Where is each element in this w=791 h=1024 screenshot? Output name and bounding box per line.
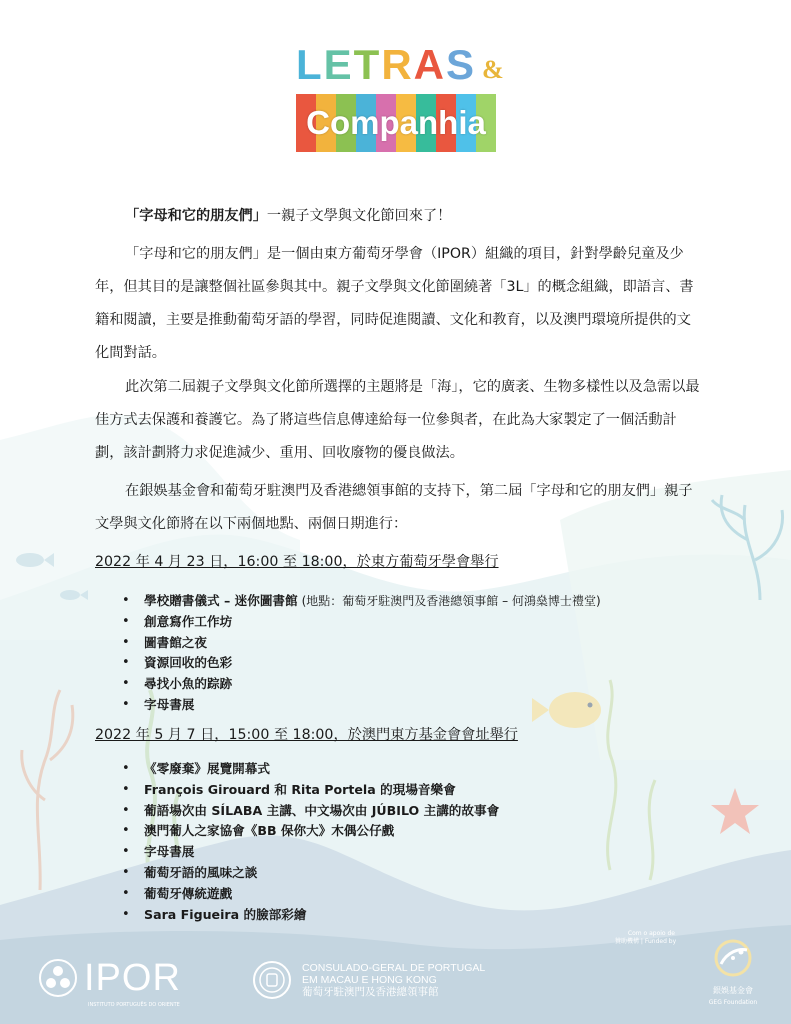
- schedule-2-activity-list: [122, 759, 702, 925]
- activity-item: [122, 780, 702, 801]
- activity-item: [122, 591, 702, 612]
- activity-item: [122, 674, 702, 695]
- activity-label: 葡萄牙傳統遊戲: [144, 885, 233, 901]
- intro-heading-bold: 「字母和它的朋友們」: [125, 208, 267, 224]
- ipor-wordmark: IPOR: [84, 957, 181, 999]
- activity-item: [122, 801, 702, 822]
- schedule-date-2: 2022 年 5 月 7 日，15:00 至 18:00，於澳門東方基金會會址舉行: [95, 727, 518, 743]
- schedule-1-activity-list: [122, 591, 702, 716]
- activity-item: [122, 653, 702, 674]
- activity-label: 字母書展: [144, 844, 195, 860]
- support-line-chinese-english: 贊助機構 | Funded by: [615, 938, 677, 945]
- consulate-name-line-2: EM MACAU E HONG KONG: [302, 974, 437, 986]
- activity-item: [122, 863, 702, 884]
- logo-letter: R: [381, 41, 414, 88]
- portugal-coat-of-arms-icon: [252, 960, 292, 1000]
- geg-foundation-name: 銀娛基金會: [713, 986, 753, 995]
- activity-label: 葡萄牙語的風味之談: [144, 864, 258, 880]
- logo-letter: L: [296, 41, 324, 88]
- activity-label: 《零廢棄》展覽開幕式: [144, 761, 270, 776]
- activity-label: 葡語場次由 SÍLABA 主講、中文場次由 JÚBILO 主講的故事會: [144, 802, 500, 818]
- activity-label: 學校贈書儀式 – 迷你圖書館: [144, 593, 298, 608]
- activity-item: [122, 633, 702, 654]
- logo-letter: E: [323, 41, 354, 88]
- activity-item: [122, 695, 702, 716]
- consulate-name-line-1: CONSULADO-GERAL DE PORTUGAL: [302, 962, 486, 974]
- logo-word-companhia: Companhia: [306, 104, 486, 141]
- activity-item: [122, 821, 702, 842]
- intro-paragraph-3: 在銀娛基金會和葡萄牙駐澳門及香港總領事館的支持下，第二屆「字母和它的朋友們」親子文學與文化節將在以下兩個地點、兩個日期進行：: [95, 483, 693, 532]
- activity-label: 尋找小魚的踪跡: [144, 676, 233, 692]
- intro-heading-rest: 一親子文學與文化節回來了！: [266, 208, 452, 224]
- activity-label: François Girouard 和 Rita Portela 的現場音樂會: [144, 781, 456, 797]
- activity-item: [122, 759, 702, 780]
- geg-foundation-emblem-icon: [711, 936, 755, 980]
- schedule-date-1: 2022 年 4 月 23 日，16:00 至 18:00，於東方葡萄牙學會舉行: [95, 554, 499, 570]
- consulate-name-chinese: 葡萄牙駐澳門及香港總領事館: [302, 986, 439, 998]
- geg-foundation-logo: [703, 936, 763, 1016]
- logo-stripes: [296, 94, 496, 152]
- letras-companhia-logo: [296, 40, 504, 155]
- logo-ampersand: &: [482, 55, 504, 84]
- funded-by-label: [615, 930, 675, 946]
- activity-label: Sara Figueira 的臉部彩繪: [144, 906, 307, 922]
- logo-letter: A: [413, 41, 447, 88]
- activity-item: [122, 842, 702, 863]
- intro-heading: [95, 200, 705, 233]
- activity-label: 圖書館之夜: [144, 634, 207, 650]
- intro-paragraph-2: 此次第二屆親子文學與文化節所選擇的主題將是「海」，它的廣袤、生物多樣性以及急需以最佳方式去保護和養護它。為了將這些信息傳達給每一位參與者，在此為大家製定了一個活動計劃，該計劃將力求促進減少、重用、回收廢物的優良做法。: [95, 379, 700, 461]
- activity-label: 創意寫作工作坊: [144, 613, 233, 629]
- consulate-logo: [252, 960, 485, 1000]
- ipor-emblem-icon: [38, 958, 78, 998]
- activity-label: 澳門葡人之家協會《BB 保你大》木偶公仔戲: [144, 823, 395, 839]
- activity-label: 字母書展: [144, 696, 195, 712]
- intro-paragraph-1: 「字母和它的朋友們」是一個由東方葡萄牙學會（IPOR）組織的項目，針對學齡兒童及少年，但其目的是讓整個社區參與其中。親子文學與文化節圍繞著「3L」的概念組織，即語言、書籍和閱讀，主要是推動葡萄牙語的學習，同時促進閱讀、文化和教育，以及澳門環境所提供的文化間對話。: [95, 246, 694, 361]
- ipor-logo: [38, 957, 181, 1008]
- logo-letter: S: [446, 41, 477, 88]
- activity-location-note: (地點：葡萄牙駐澳門及香港總領事館 – 何鴻燊博士禮堂): [301, 594, 601, 608]
- logo-word-letras: [296, 40, 476, 90]
- ipor-subtitle: INSTITUTO PORTUGUÊS DO ORIENTE: [88, 1002, 180, 1008]
- logo-letter: T: [353, 41, 382, 88]
- activity-label: 資源回收的色彩: [144, 655, 233, 671]
- support-line-portuguese: Com o apoio de: [627, 930, 675, 937]
- activity-item: [122, 884, 702, 905]
- activity-item: [122, 905, 702, 926]
- activity-item: [122, 612, 702, 633]
- geg-foundation-english: GEG Foundation: [708, 999, 758, 1006]
